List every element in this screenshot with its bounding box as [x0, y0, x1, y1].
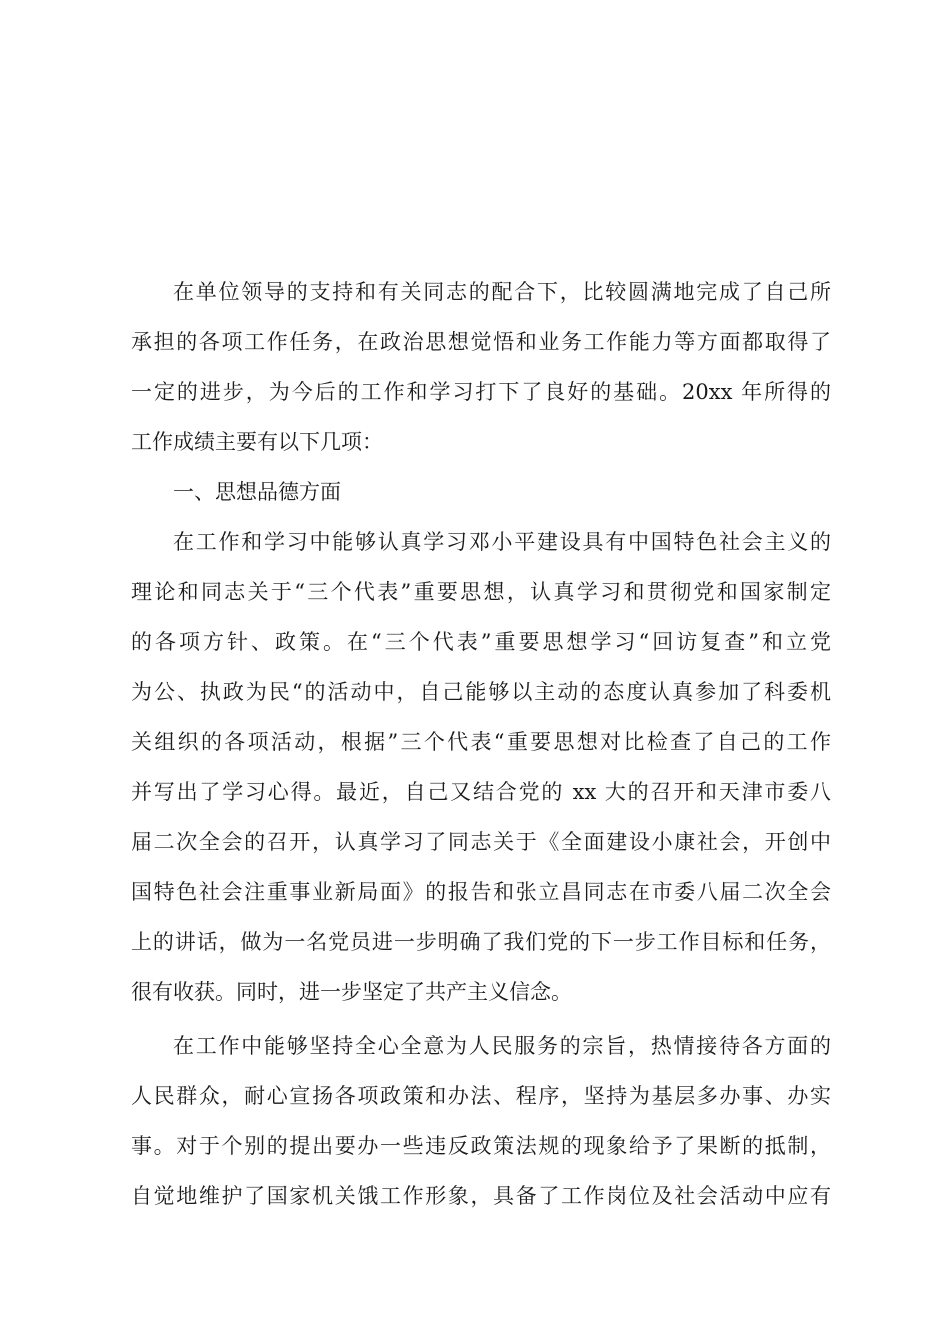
- paragraph-service: [131, 1021, 831, 1221]
- text-line: 的各项方针、政策。在“三个代表”重要思想学习“回访复查”和立党: [131, 630, 831, 654]
- text-line: 并写出了学习心得。最近，自己又结合党的 xx 大的召开和天津市委八: [131, 780, 831, 804]
- text-line: 人民群众，耐心宣扬各项政策和办法、程序，坚持为基层多办事、办实: [131, 1084, 831, 1108]
- paragraph-ideology: [131, 517, 831, 1017]
- text-line: 一定的进步，为今后的工作和学习打下了良好的基础。20xx 年所得的: [131, 380, 831, 404]
- text-line: 上的讲话，做为一名党员进一步明确了我们党的下一步工作目标和任务，: [131, 930, 831, 954]
- text-line: 很有收获。同时，进一步坚定了共产主义信念。: [131, 980, 572, 1004]
- text-line: 工作成绩主要有以下几项：: [131, 430, 383, 454]
- text-line: 国特色社会注重事业新局面》的报告和张立昌同志在市委八届二次全会: [131, 880, 831, 904]
- paragraph-intro: [131, 267, 831, 467]
- text-line: 承担的各项工作任务，在政治思想觉悟和业务工作能力等方面都取得了: [131, 330, 831, 354]
- text-line: 在工作和学习中能够认真学习邓小平建设具有中国特色社会主义的: [173, 530, 831, 554]
- text-line: 在单位领导的支持和有关同志的配合下，比较圆满地完成了自己所: [173, 280, 831, 304]
- text-line: 自觉地维护了国家机关饿工作形象，具备了工作岗位及社会活动中应有: [131, 1184, 831, 1208]
- text-line: 在工作中能够坚持全心全意为人民服务的宗旨，热情接待各方面的: [173, 1034, 831, 1058]
- section-heading: [131, 467, 831, 517]
- text-line: 届二次全会的召开，认真学习了同志关于《全面建设小康社会，开创中: [131, 830, 831, 854]
- text-line: 为公、执政为民“的活动中，自己能够以主动的态度认真参加了科委机: [131, 680, 831, 704]
- text-line: 理论和同志关于“三个代表”重要思想，认真学习和贯彻党和国家制定: [131, 580, 831, 604]
- text-line: 事。对于个别的提出要办一些违反政策法规的现象给予了果断的抵制，: [131, 1134, 831, 1158]
- section-heading-text: 一、思想品德方面: [173, 480, 341, 504]
- document-body: [131, 267, 831, 1221]
- text-line: 关组织的各项活动，根据”三个代表“重要思想对比检查了自己的工作: [131, 730, 831, 754]
